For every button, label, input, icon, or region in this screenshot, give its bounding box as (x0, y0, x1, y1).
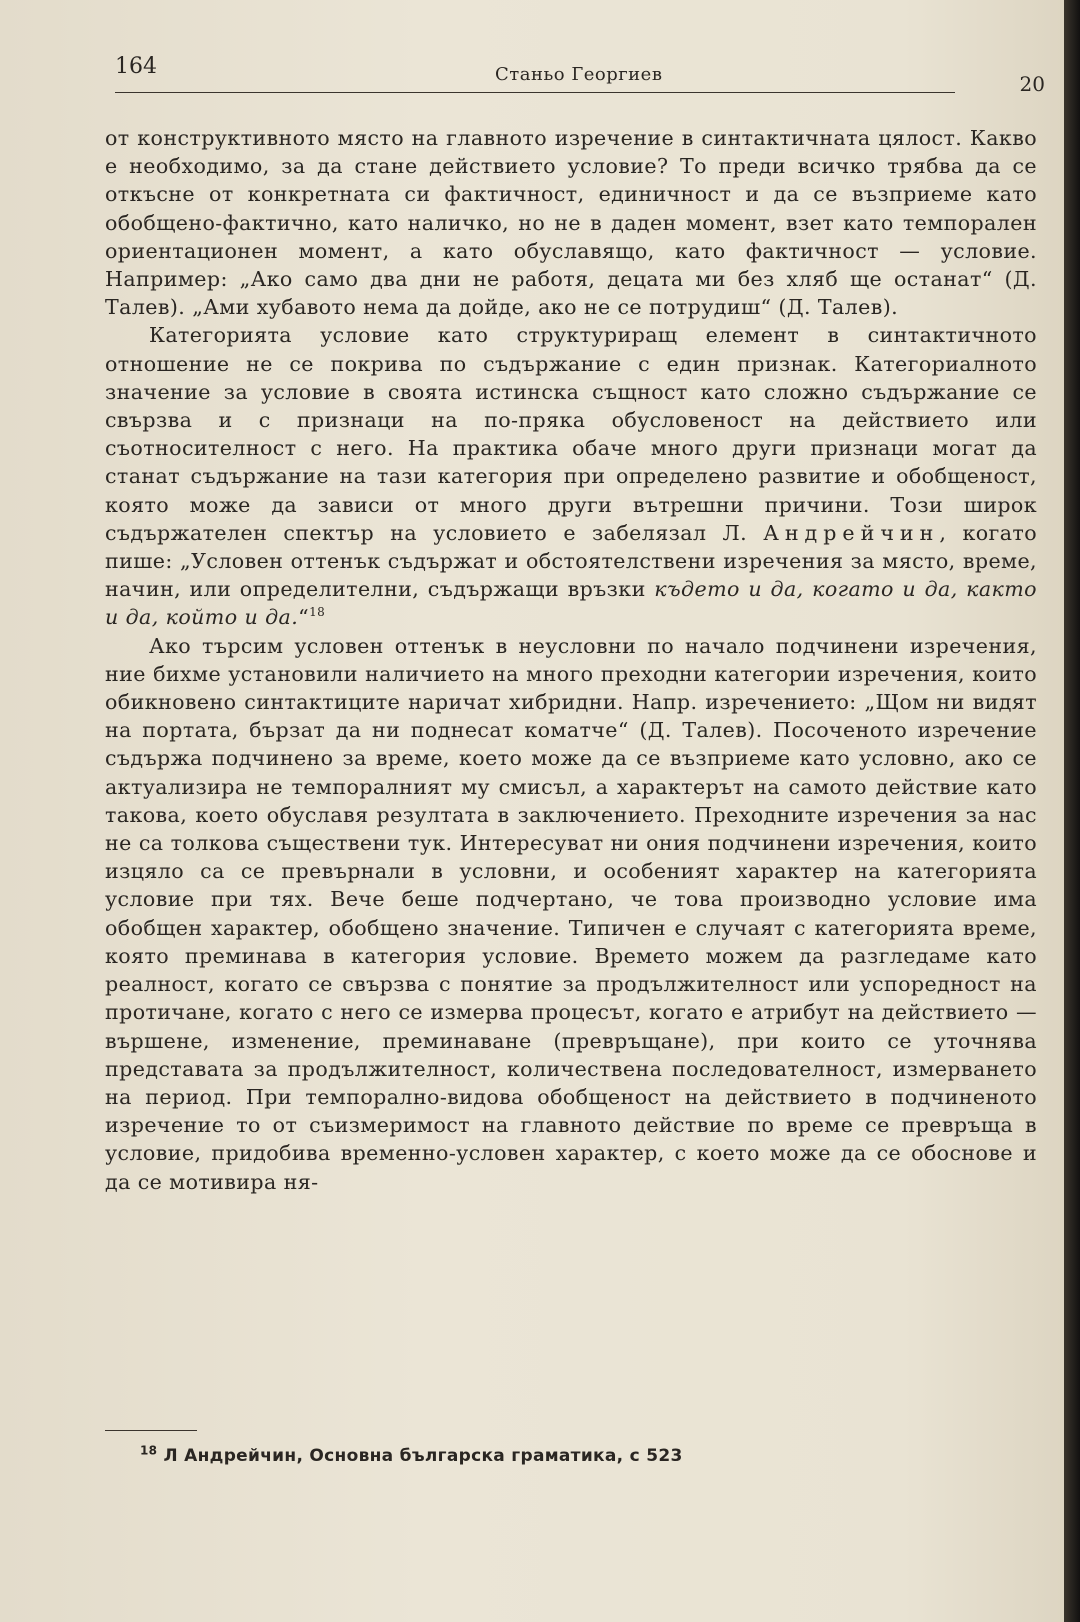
italic-connectors: където и да, когато и да, както и да, който и да. (105, 577, 1037, 630)
sheet-number: 20 (1019, 72, 1045, 96)
footnote-rule (105, 1430, 197, 1431)
footnote (140, 1443, 683, 1466)
page-number: 164 (115, 54, 157, 79)
footnote-text: Основна българска граматика, с 523 (309, 1446, 683, 1466)
header-rule (115, 92, 955, 93)
footnote-number: 18 (140, 1443, 158, 1458)
paragraph-1: от конструктивното място на главното изречение в синтактичната цялост. Какво е необходимо, за да стане действието условие? То преди всичко трябва да се откъсне от конкретната си фактичност, единичност и да се възприеме като обобщено-фактично, като наличко, но не в даден момент, взет като темпорален ориентационен момент, а като обуславящо, като фактичност — условие. Например: „Ако само два дни не работя, децата ми без хляб ще останат“ (Д. Талев). „Ами хубавото нема да дойде, ако не се потрудиш“ (Д. Талев). (105, 126, 1037, 320)
book-spine (1064, 0, 1080, 1622)
author-name-spaced: Андрейчин (763, 520, 940, 545)
paragraph-2: Категорията условие като структуриращ елемент в синтактичното отношение не се покрива по съдържание с един признак. Категориалното значение за условие в своята истинска същност като сложно съдържание се свързва и с признаци на по-пряка обусловеност на действието или съотносителност с него. На практика обаче много други признаци могат да станат съдържание на тази категория при определено развитие и обобщеност, която може да зависи от много други вътрешни причини. Този широк съдържателен спектър на условието е забелязал Л. Андрейчин, когато пише: „Условен оттенък съдържат и обстоятелствени изречения за място, време, начин, или определителни, съдържащи връзки където и да, когато и да, както и да, който и да.“$^{18}$ (105, 323, 1037, 630)
body-text (105, 124, 1037, 1196)
paragraph-2-text-a: Категорията условие като структуриращ елемент в синтактичното отношение не се покрива по съдържание с един признак. Категориалното значение за условие в своята истинска същност като сложно съдържание се свързва и с признаци на по-пряка обусловеност на действието или съотносителност с него. На практика обаче много други признаци могат да станат съдържание на тази категория при определено развитие и обобщеност, която може да зависи от много други вътрешни причини. Този широк съдържателен спектър на условието е забелязал Л. (105, 323, 1037, 545)
paragraph-2-text-b: , когато пише: „Условен оттенък съдържат и обстоятелствени изречения за място, време, начин, или определителни, съдържащи връзки (105, 520, 1037, 602)
running-title: Станьо Георгиев (495, 64, 663, 85)
page-header (115, 52, 1045, 98)
footnote-author: Л Андрейчин, (163, 1446, 304, 1466)
paragraph-3: Ако търсим условен оттенък в неусловни по начало подчинени изречения, ние бихме установили наличието на много преходни категории изречения, които обикновено синтактиците наричат хибридни. Напр. изречението: „Щом ни видят на портата, бързат да ни поднесат коматче“ (Д. Талев). Посоченото изречение съдържа подчинено за време, което може да се възприеме като условно, ако се актуализира не темпоралният му смисъл, а характерът на самото действие като такова, което обуславя резултата в заключението. Преходните изречения за нас не са толкова съществени тук. Интересуват ни ония подчинени изречения, които изцяло са се превърнали в условни, и особеният характер на категорията условие при тях. Вече беше подчертано, че това производно условие има обобщен характер, обобщено значение. Типичен е случаят с категорията време, която преминава в категория условие. Времето можем да разгледаме като реалност, когато се свързва с понятие за продължителност или успоредност на протичане, когато с него се измерва процесът, когато е атрибут на действието — вършене, изменение, преминаване (превръщане), при които се уточнява представата за продължителност, количествена последователност, измерването на период. При темпорално-видова обобщеност на действието в подчиненото изречение то от съизмеримост на главното действие по време се превръща в условие, придобива временно-условен характер, с което може да се обоснове и да се мотивира ня- (105, 633, 1037, 1194)
footnote-ref: 18 (309, 605, 326, 620)
